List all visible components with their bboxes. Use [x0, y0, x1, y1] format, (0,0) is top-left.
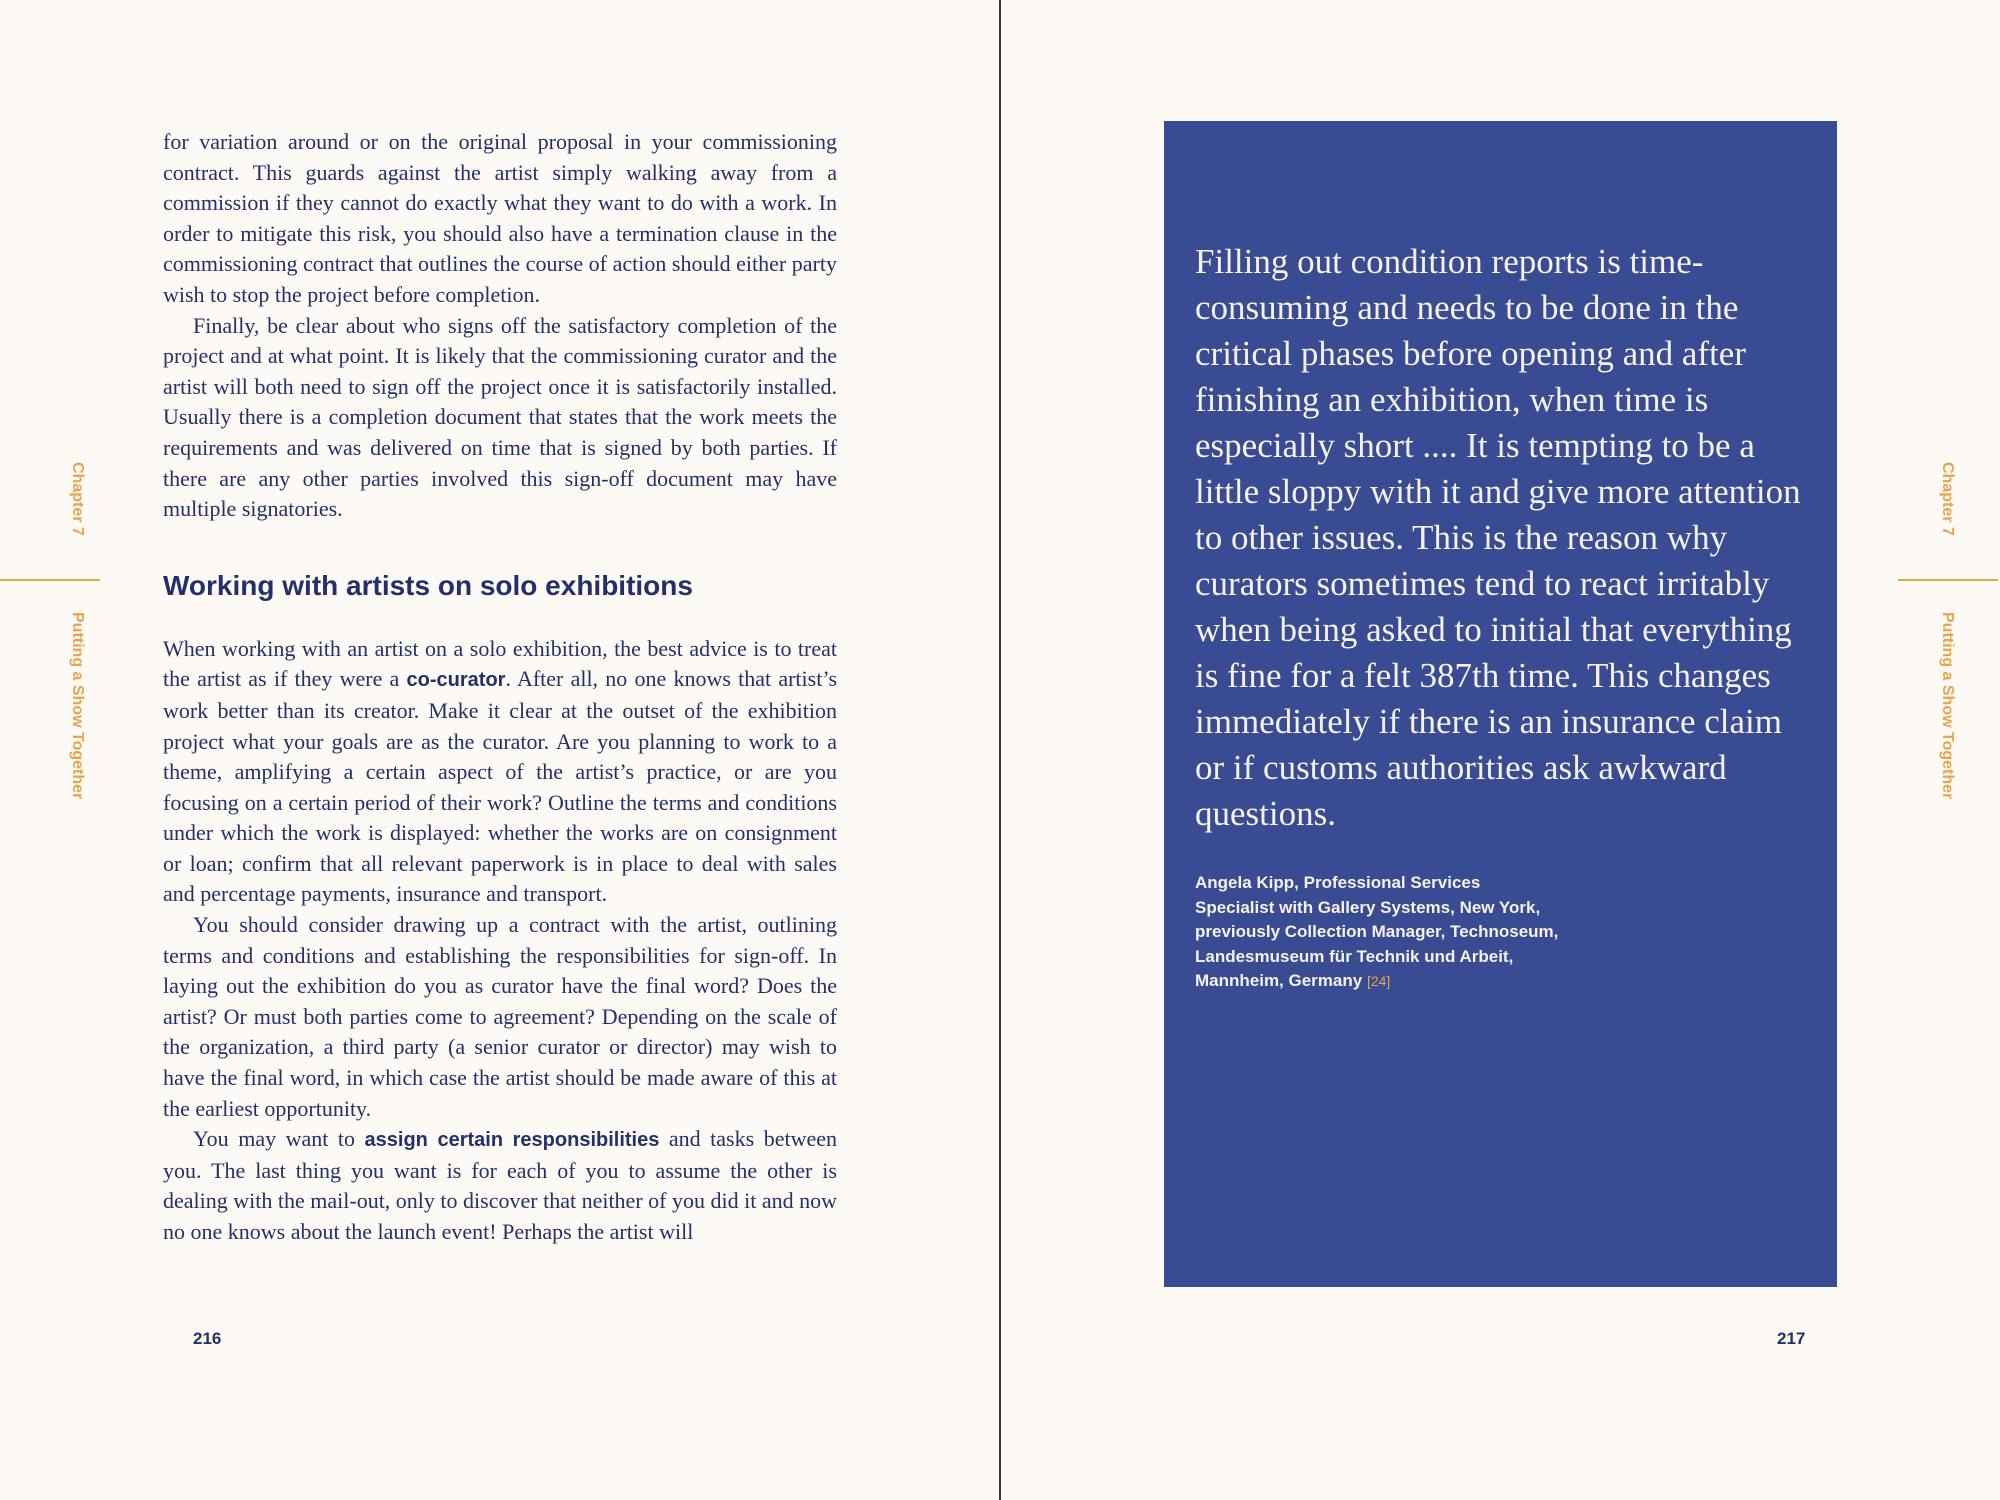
pull-quote-text: Filling out condition reports is time-consuming and needs to be done in the critical phases before opening and after finishing an exhibition, when time is especially short .... It is tempting to be a little sloppy with it and give more attention to other issues. This is the reason why curators sometimes tend to react irritably when being asked to initial that everything is fine for a felt 387th time. This changes immediately if there is an insurance claim or if customs authorities ask awkward questions. [1195, 242, 1801, 833]
chapter-tab-rule [0, 579, 100, 581]
text-run: You may want to [193, 1126, 365, 1152]
body-paragraph: You should consider drawing up a contract with the artist, outlining terms and conditions and establishing the responsibilities for sign-off. In laying out the exhibition do you as curator have the final word? Does the artist? Or must both parties come to agreement? Depending on the scale of the organization, a third party (a senior curator or director) may wish to have the final word, in which case the artist should be made aware of this at the earliest opportunity. [163, 912, 837, 1121]
body-paragraph: Finally, be clear about who signs off the satisfactory completion of the project and at what point. It is likely that the commissioning curator and the artist will both need to sign off the project once it is satisfactorily installed. Usually there is a completion document that states that the work meets the requirements and was delivered on time that is signed by both parties. If there are any other parties involved this sign-off document may have multiple signatories. [163, 312, 837, 522]
text-run: When working with an artist on a solo exhibition, the best advice is to treat the artist as if they were a [163, 635, 837, 692]
chapter-tab-rule [1898, 579, 1998, 581]
reference-marker: [24] [1366, 973, 1391, 990]
attribution-line: Specialist with Gallery Systems, New York, [1195, 897, 1541, 917]
section-label: Putting a Show Together [69, 612, 86, 800]
attribution-line [1195, 969, 1795, 994]
section-heading: Working with artists on solo exhibitions [163, 569, 693, 601]
attribution-place: Mannheim, Germany [1195, 971, 1363, 991]
pull-quote-box [1164, 121, 1837, 1287]
section-label: Putting a Show Together [1939, 612, 1956, 800]
body-paragraph [163, 1124, 837, 1247]
page-number: 216 [193, 1329, 222, 1348]
left-page-body [163, 127, 837, 1248]
key-term: assign certain responsibilities [364, 1129, 660, 1152]
attribution-line: Landesmuseum für Technik und Arbeit, [1195, 946, 1514, 966]
chapter-label: Chapter 7 [69, 462, 86, 536]
attribution-line: previously Collection Manager, Technoseum, [1195, 922, 1559, 942]
key-term: co-curator [406, 669, 506, 692]
quote-attribution [1195, 871, 1795, 994]
attribution-line: Angela Kipp, Professional Services [1195, 873, 1481, 892]
body-paragraph: for variation around or on the original proposal in your commissioning contract. This guards against the artist simply walking away from a commission if they cannot do exactly what they want to do with a work. In order to mitigate this risk, you should also have a termination clause in the commissioning contract that outlines the course of action should either party wish to stop the project before completion. [163, 129, 837, 307]
page-number: 217 [1777, 1329, 1806, 1348]
text-run: . After all, no one knows that artist’s work better than its creator. Make it clear at the outset of the exhibition project what your goals are as the curator. Are you planning to work to a theme, amplifying a certain aspect of the artist’s practice, or are you focusing on a certain period of their work? Outline the terms and conditions under which the work is displayed: whether the works are on consignment or loan; confirm that all relevant paperwork is in place to deal with sales and percentage payments, insurance and transport. [163, 666, 838, 907]
chapter-label: Chapter 7 [1939, 462, 1956, 536]
text-run: and tasks between you. The last thing you want is for each of you to assume the other is dealing with the mail-out, only to discover that neither of you did it and now no one knows about the launch event! Perhaps the artist will [163, 1126, 837, 1244]
spread-gutter-line [999, 0, 1001, 1500]
body-paragraph [163, 634, 837, 910]
